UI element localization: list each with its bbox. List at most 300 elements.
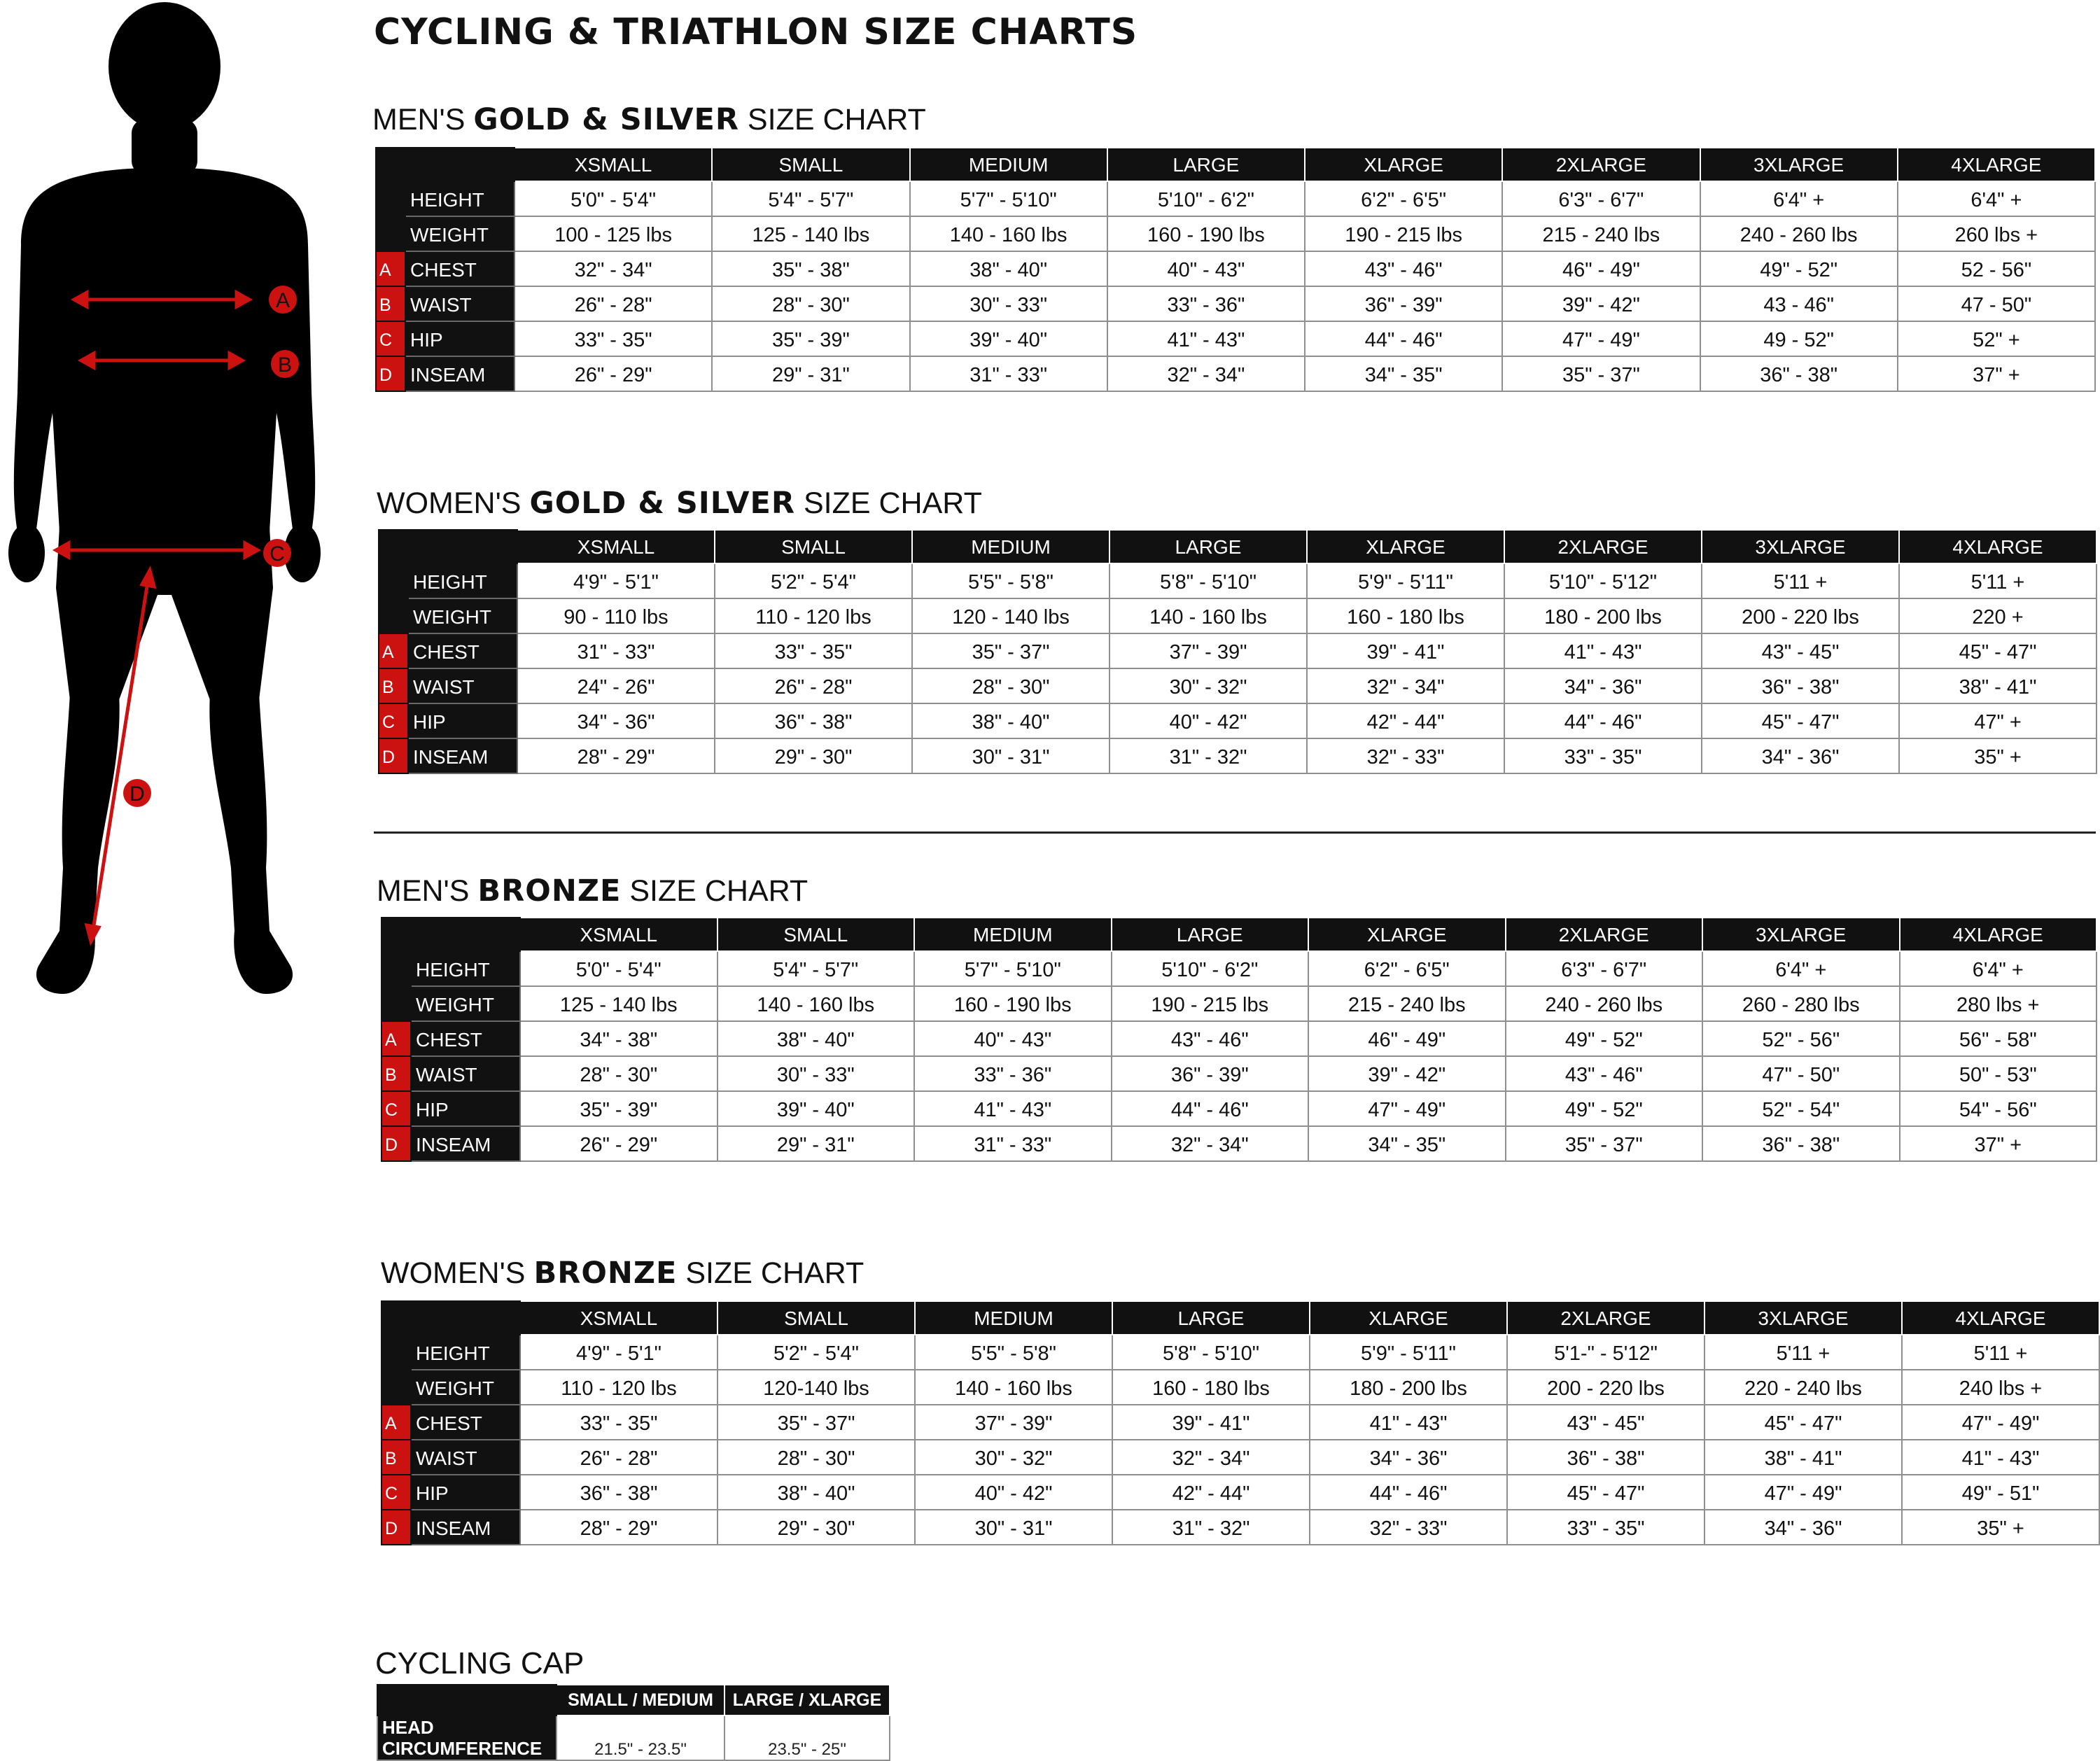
- measurement-label: CHEST: [408, 633, 517, 668]
- measurement-label: INSEAM: [411, 1510, 520, 1545]
- chart-title-mens-gold-silver: [372, 102, 926, 137]
- size-value-cell: 49" - 52": [1506, 1021, 1703, 1056]
- size-value-cell: 40" - 42": [915, 1475, 1112, 1510]
- chart-title-mens-bronze: [377, 874, 808, 908]
- size-value-cell: 260 - 280 lbs: [1702, 986, 1900, 1021]
- measurement-marker-letter: [379, 563, 408, 598]
- size-value-cell: 190 - 215 lbs: [1112, 986, 1309, 1021]
- marker-a-label: A: [275, 289, 290, 312]
- size-value-cell: 56" - 58": [1900, 1021, 2097, 1056]
- size-value-cell: 35" - 39": [712, 321, 909, 356]
- size-value-cell: 34" - 36": [1702, 738, 1899, 773]
- measurement-marker-letter: B: [379, 668, 408, 703]
- size-value-cell: 160 - 190 lbs: [1107, 216, 1305, 251]
- size-value-cell: 38" - 40": [912, 703, 1110, 738]
- size-value-cell: 40" - 43": [914, 1021, 1112, 1056]
- body-measurement-figure: [0, 0, 329, 1015]
- size-value-cell: 6'2" - 6'5": [1305, 181, 1502, 216]
- size-value-cell: 52" - 56": [1702, 1021, 1900, 1056]
- measurement-label: HEIGHT: [411, 1335, 520, 1370]
- size-column-header: XLARGE: [1305, 148, 1502, 181]
- cap-value-cell: 21.5" - 23.5": [556, 1716, 724, 1760]
- size-value-cell: 36" - 38": [715, 703, 912, 738]
- size-value-cell: 37" - 39": [1110, 633, 1307, 668]
- measurement-label: HIP: [411, 1475, 520, 1510]
- size-column-header: 4XLARGE: [1900, 918, 2097, 951]
- measurement-row: [382, 1091, 2096, 1126]
- size-table-mens-gold-silver: [375, 147, 2096, 392]
- measurement-marker-letter: A: [382, 1405, 411, 1440]
- measurement-row: [382, 986, 2096, 1021]
- size-value-cell: 34" - 36": [517, 703, 715, 738]
- chart-title-prefix: MEN'S: [372, 103, 474, 136]
- size-value-cell: 30" - 31": [915, 1510, 1112, 1545]
- size-value-cell: 6'4" +: [1702, 951, 1900, 986]
- section-divider: [374, 832, 2096, 834]
- size-value-cell: 5'11 +: [1702, 563, 1899, 598]
- header-row: [376, 148, 2095, 181]
- size-value-cell: 41" - 43": [1902, 1440, 2099, 1475]
- measurement-marker-letter: B: [382, 1440, 411, 1475]
- size-value-cell: 39" - 41": [1307, 633, 1504, 668]
- size-value-cell: 37" +: [1898, 356, 2095, 391]
- size-column-header: 4XLARGE: [1898, 148, 2095, 181]
- size-value-cell: 45" - 47": [1899, 633, 2096, 668]
- size-value-cell: 5'10" - 5'12": [1504, 563, 1702, 598]
- measurement-row: [382, 1021, 2096, 1056]
- size-value-cell: 26" - 28": [514, 286, 712, 321]
- size-value-cell: 37" +: [1900, 1126, 2097, 1161]
- size-value-cell: 36" - 38": [520, 1475, 718, 1510]
- cap-row-head-circumference: [377, 1716, 890, 1760]
- size-value-cell: 6'4" +: [1898, 181, 2095, 216]
- size-value-cell: 5'7" - 5'10": [910, 181, 1107, 216]
- size-column-header: SMALL: [718, 918, 915, 951]
- size-value-cell: 35" +: [1902, 1510, 2099, 1545]
- size-value-cell: 40" - 42": [1110, 703, 1307, 738]
- size-value-cell: 26" - 29": [520, 1126, 718, 1161]
- size-value-cell: 5'10" - 6'2": [1112, 951, 1309, 986]
- measurement-marker-letter: A: [379, 633, 408, 668]
- size-value-cell: 180 - 200 lbs: [1504, 598, 1702, 633]
- size-value-cell: 39" - 42": [1502, 286, 1700, 321]
- size-value-cell: 5'11 +: [1704, 1335, 1902, 1370]
- cap-chart-title: CYCLING CAP: [375, 1646, 584, 1681]
- size-column-header: 4XLARGE: [1902, 1301, 2099, 1335]
- header-row: [379, 530, 2096, 563]
- size-value-cell: 180 - 200 lbs: [1310, 1370, 1507, 1405]
- size-value-cell: 6'3" - 6'7": [1506, 951, 1703, 986]
- size-value-cell: 32" - 33": [1310, 1510, 1507, 1545]
- size-value-cell: 26" - 28": [715, 668, 912, 703]
- size-value-cell: 5'5" - 5'8": [912, 563, 1110, 598]
- size-value-cell: 36" - 39": [1112, 1056, 1309, 1091]
- measurement-row: [379, 598, 2096, 633]
- size-value-cell: 28" - 30": [712, 286, 909, 321]
- chart-title-emphasis: GOLD & SILVER: [529, 486, 796, 521]
- size-value-cell: 45" - 47": [1702, 703, 1899, 738]
- size-value-cell: 33" - 35": [520, 1405, 718, 1440]
- size-column-header: 3XLARGE: [1700, 148, 1898, 181]
- chart-title-suffix: SIZE CHART: [795, 486, 982, 520]
- size-value-cell: 47" - 49": [1704, 1475, 1902, 1510]
- size-value-cell: 33" - 35": [715, 633, 912, 668]
- size-value-cell: 36" - 38": [1700, 356, 1898, 391]
- measurement-label: WEIGHT: [411, 986, 520, 1021]
- size-value-cell: 43" - 46": [1112, 1021, 1309, 1056]
- size-value-cell: 30" - 31": [912, 738, 1110, 773]
- measurement-row: [376, 251, 2095, 286]
- size-value-cell: 32" - 33": [1307, 738, 1504, 773]
- measurement-marker-letter: D: [379, 738, 408, 773]
- cap-header-blank: [377, 1685, 556, 1716]
- size-value-cell: 35" +: [1899, 738, 2096, 773]
- size-column-header: XSMALL: [520, 918, 718, 951]
- measurement-label: HIP: [408, 703, 517, 738]
- size-value-cell: 47" +: [1899, 703, 2096, 738]
- measurement-row: [379, 633, 2096, 668]
- size-value-cell: 5'8" - 5'10": [1112, 1335, 1310, 1370]
- measurement-row: [376, 356, 2095, 391]
- size-value-cell: 54" - 56": [1900, 1091, 2097, 1126]
- measurement-marker-letter: C: [379, 703, 408, 738]
- size-value-cell: 100 - 125 lbs: [514, 216, 712, 251]
- size-value-cell: 38" - 41": [1899, 668, 2096, 703]
- size-value-cell: 42" - 44": [1307, 703, 1504, 738]
- marker-b-label: B: [277, 353, 293, 377]
- size-value-cell: 41" - 43": [1310, 1405, 1507, 1440]
- size-value-cell: 36" - 38": [1702, 668, 1899, 703]
- size-value-cell: 39" - 41": [1112, 1405, 1310, 1440]
- size-value-cell: 28" - 30": [718, 1440, 915, 1475]
- measurement-label: HIP: [405, 321, 514, 356]
- chart-title-emphasis: GOLD & SILVER: [473, 102, 739, 137]
- measurement-label: WAIST: [411, 1440, 520, 1475]
- size-value-cell: 49 - 52": [1700, 321, 1898, 356]
- size-value-cell: 41" - 43": [1504, 633, 1702, 668]
- chart-title-suffix: SIZE CHART: [677, 1256, 864, 1290]
- size-value-cell: 5'2" - 5'4": [718, 1335, 915, 1370]
- header-row: [382, 1301, 2099, 1335]
- measurement-label: WAIST: [408, 668, 517, 703]
- size-value-cell: 35" - 39": [520, 1091, 718, 1126]
- size-value-cell: 46" - 49": [1308, 1021, 1506, 1056]
- size-value-cell: 5'11 +: [1902, 1335, 2099, 1370]
- size-value-cell: 125 - 140 lbs: [520, 986, 718, 1021]
- size-value-cell: 29" - 31": [712, 356, 909, 391]
- size-value-cell: 44" - 46": [1310, 1475, 1507, 1510]
- size-value-cell: 33" - 36": [1107, 286, 1305, 321]
- size-value-cell: 29" - 30": [718, 1510, 915, 1545]
- size-value-cell: 120-140 lbs: [718, 1370, 915, 1405]
- size-value-cell: 35" - 38": [712, 251, 909, 286]
- size-value-cell: 32" - 34": [1112, 1126, 1309, 1161]
- size-value-cell: 26" - 29": [514, 356, 712, 391]
- measurement-marker-letter: [376, 181, 405, 216]
- size-value-cell: 38" - 40": [910, 251, 1107, 286]
- size-value-cell: 35" - 37": [1506, 1126, 1703, 1161]
- measurement-label: HEIGHT: [411, 951, 520, 986]
- size-value-cell: 42" - 44": [1112, 1475, 1310, 1510]
- size-value-cell: 45" - 47": [1704, 1405, 1902, 1440]
- size-column-header: MEDIUM: [910, 148, 1107, 181]
- measurement-marker-letter: D: [382, 1126, 411, 1161]
- size-value-cell: 5'9" - 5'11": [1310, 1335, 1507, 1370]
- cap-row-label: [377, 1716, 556, 1760]
- measurement-label: HEIGHT: [408, 563, 517, 598]
- size-value-cell: 5'11 +: [1899, 563, 2096, 598]
- size-column-header: XLARGE: [1307, 530, 1504, 563]
- measurement-label: HEIGHT: [405, 181, 514, 216]
- cap-row-label-line2: CIRCUMFERENCE: [382, 1738, 542, 1759]
- size-value-cell: 4'9" - 5'1": [520, 1335, 718, 1370]
- size-column-header: SMALL: [715, 530, 912, 563]
- size-value-cell: 31" - 32": [1110, 738, 1307, 773]
- size-column-header: XLARGE: [1308, 918, 1506, 951]
- size-value-cell: 38" - 41": [1704, 1440, 1902, 1475]
- measurement-row: [379, 703, 2096, 738]
- size-value-cell: 31" - 32": [1112, 1510, 1310, 1545]
- header-blank-cell: [382, 1301, 520, 1335]
- measurement-marker-letter: B: [382, 1056, 411, 1091]
- size-column-header: 3XLARGE: [1702, 530, 1899, 563]
- size-value-cell: 140 - 160 lbs: [910, 216, 1107, 251]
- size-value-cell: 120 - 140 lbs: [912, 598, 1110, 633]
- size-value-cell: 39" - 42": [1308, 1056, 1506, 1091]
- size-value-cell: 28" - 30": [520, 1056, 718, 1091]
- cap-row-label-line1: HEAD: [382, 1717, 434, 1738]
- size-column-header: LARGE: [1112, 1301, 1310, 1335]
- size-value-cell: 5'2" - 5'4": [715, 563, 912, 598]
- size-value-cell: 160 - 190 lbs: [914, 986, 1112, 1021]
- size-value-cell: 5'9" - 5'11": [1307, 563, 1504, 598]
- size-value-cell: 50" - 53": [1900, 1056, 2097, 1091]
- cap-column-header: LARGE / XLARGE: [724, 1685, 890, 1716]
- size-value-cell: 90 - 110 lbs: [517, 598, 715, 633]
- size-value-cell: 32" - 34": [1107, 356, 1305, 391]
- chart-title-womens-bronze: [381, 1256, 864, 1291]
- size-column-header: XSMALL: [517, 530, 715, 563]
- size-value-cell: 35" - 37": [1502, 356, 1700, 391]
- size-value-cell: 33" - 36": [914, 1056, 1112, 1091]
- size-value-cell: 28" - 30": [912, 668, 1110, 703]
- size-value-cell: 6'3" - 6'7": [1502, 181, 1700, 216]
- measurement-row: [379, 563, 2096, 598]
- measurement-row: [379, 668, 2096, 703]
- size-value-cell: 41" - 43": [914, 1091, 1112, 1126]
- measurement-row: [382, 1475, 2099, 1510]
- size-value-cell: 215 - 240 lbs: [1502, 216, 1700, 251]
- measurement-label: INSEAM: [408, 738, 517, 773]
- header-blank-cell: [379, 530, 517, 563]
- size-value-cell: 34" - 35": [1308, 1126, 1506, 1161]
- size-value-cell: 43 - 46": [1700, 286, 1898, 321]
- size-column-header: 3XLARGE: [1702, 918, 1900, 951]
- size-value-cell: 44" - 46": [1504, 703, 1702, 738]
- size-value-cell: 31" - 33": [910, 356, 1107, 391]
- size-value-cell: 220 +: [1899, 598, 2096, 633]
- size-value-cell: 43" - 46": [1305, 251, 1502, 286]
- size-value-cell: 28" - 29": [520, 1510, 718, 1545]
- chart-title-suffix: SIZE CHART: [738, 103, 926, 136]
- measurement-label: WAIST: [405, 286, 514, 321]
- size-value-cell: 215 - 240 lbs: [1308, 986, 1506, 1021]
- size-value-cell: 29" - 30": [715, 738, 912, 773]
- measurement-label: WEIGHT: [411, 1370, 520, 1405]
- size-column-header: 3XLARGE: [1704, 1301, 1902, 1335]
- size-value-cell: 200 - 220 lbs: [1507, 1370, 1704, 1405]
- measurement-row: [382, 1510, 2099, 1545]
- measurement-marker-letter: [382, 986, 411, 1021]
- measurement-row: [382, 1405, 2099, 1440]
- size-value-cell: 33" - 35": [1507, 1510, 1704, 1545]
- size-value-cell: 34" - 36": [1704, 1510, 1902, 1545]
- size-column-header: LARGE: [1112, 918, 1309, 951]
- size-column-header: MEDIUM: [914, 918, 1112, 951]
- chart-title-prefix: WOMEN'S: [377, 486, 530, 520]
- size-value-cell: 280 lbs +: [1900, 986, 2097, 1021]
- size-value-cell: 30" - 33": [718, 1056, 915, 1091]
- size-value-cell: 28" - 29": [517, 738, 715, 773]
- size-column-header: 2XLARGE: [1507, 1301, 1704, 1335]
- size-value-cell: 40" - 43": [1107, 251, 1305, 286]
- size-value-cell: 52" +: [1898, 321, 2095, 356]
- size-value-cell: 43" - 45": [1507, 1405, 1704, 1440]
- page-title: CYCLING & TRIATHLON SIZE CHARTS: [374, 11, 1138, 53]
- size-value-cell: 31" - 33": [517, 633, 715, 668]
- size-value-cell: 52 - 56": [1898, 251, 2095, 286]
- measurement-marker-letter: C: [382, 1091, 411, 1126]
- size-value-cell: 33" - 35": [1504, 738, 1702, 773]
- measurement-marker-letter: A: [382, 1021, 411, 1056]
- measurement-label: CHEST: [405, 251, 514, 286]
- size-value-cell: 5'7" - 5'10": [914, 951, 1112, 986]
- size-table-womens-bronze: [381, 1300, 2100, 1545]
- measurement-row: [376, 321, 2095, 356]
- cap-header-row: [377, 1685, 890, 1716]
- size-value-cell: 36" - 38": [1702, 1126, 1900, 1161]
- size-value-cell: 240 - 260 lbs: [1506, 986, 1703, 1021]
- size-value-cell: 34" - 35": [1305, 356, 1502, 391]
- size-table-mens-bronze: [381, 917, 2097, 1162]
- size-value-cell: 125 - 140 lbs: [712, 216, 909, 251]
- measurement-marker-letter: [382, 1370, 411, 1405]
- size-value-cell: 43" - 46": [1506, 1056, 1703, 1091]
- chart-title-emphasis: BRONZE: [477, 874, 622, 908]
- size-column-header: 2XLARGE: [1504, 530, 1702, 563]
- marker-d-label: D: [130, 783, 145, 806]
- measurement-label: WAIST: [411, 1056, 520, 1091]
- size-value-cell: 38" - 40": [718, 1475, 915, 1510]
- measurement-row: [382, 1126, 2096, 1161]
- size-value-cell: 47" - 49": [1502, 321, 1700, 356]
- size-value-cell: 41" - 43": [1107, 321, 1305, 356]
- size-value-cell: 44" - 46": [1112, 1091, 1309, 1126]
- size-column-header: LARGE: [1107, 148, 1305, 181]
- measurement-row: [382, 1335, 2099, 1370]
- measurement-marker-letter: [376, 216, 405, 251]
- size-value-cell: 47" - 49": [1308, 1091, 1506, 1126]
- size-value-cell: 37" - 39": [915, 1405, 1112, 1440]
- chart-title-suffix: SIZE CHART: [621, 874, 808, 908]
- size-value-cell: 35" - 37": [718, 1405, 915, 1440]
- body-silhouette: [8, 2, 321, 994]
- measurement-row: [382, 1056, 2096, 1091]
- size-value-cell: 5'10" - 6'2": [1107, 181, 1305, 216]
- measurement-label: CHEST: [411, 1405, 520, 1440]
- size-column-header: XLARGE: [1310, 1301, 1507, 1335]
- size-column-header: 4XLARGE: [1899, 530, 2096, 563]
- size-value-cell: 24" - 26": [517, 668, 715, 703]
- size-column-header: MEDIUM: [915, 1301, 1112, 1335]
- size-value-cell: 140 - 160 lbs: [915, 1370, 1112, 1405]
- size-value-cell: 30" - 33": [910, 286, 1107, 321]
- measurement-row: [382, 1370, 2099, 1405]
- measurement-row: [382, 951, 2096, 986]
- size-value-cell: 44" - 46": [1305, 321, 1502, 356]
- size-value-cell: 260 lbs +: [1898, 216, 2095, 251]
- size-value-cell: 33" - 35": [514, 321, 712, 356]
- size-value-cell: 240 lbs +: [1902, 1370, 2099, 1405]
- size-value-cell: 5'1-" - 5'12": [1507, 1335, 1704, 1370]
- measurement-row: [376, 181, 2095, 216]
- size-value-cell: 34" - 38": [520, 1021, 718, 1056]
- size-value-cell: 140 - 160 lbs: [1110, 598, 1307, 633]
- measurement-marker-letter: C: [382, 1475, 411, 1510]
- measurement-marker-letter: [382, 1335, 411, 1370]
- cap-column-header: SMALL / MEDIUM: [556, 1685, 724, 1716]
- size-value-cell: 160 - 180 lbs: [1112, 1370, 1310, 1405]
- size-value-cell: 26" - 28": [520, 1440, 718, 1475]
- marker-c-label: C: [270, 542, 285, 566]
- size-value-cell: 6'4" +: [1900, 951, 2097, 986]
- size-value-cell: 32" - 34": [1307, 668, 1504, 703]
- measurement-marker-letter: A: [376, 251, 405, 286]
- size-value-cell: 5'8" - 5'10": [1110, 563, 1307, 598]
- measurement-marker-letter: D: [382, 1510, 411, 1545]
- size-value-cell: 220 - 240 lbs: [1704, 1370, 1902, 1405]
- size-value-cell: 49" - 52": [1506, 1091, 1703, 1126]
- size-value-cell: 47 - 50": [1898, 286, 2095, 321]
- size-table-womens-gold-silver: [378, 529, 2097, 774]
- measurement-marker-letter: [379, 598, 408, 633]
- size-value-cell: 110 - 120 lbs: [520, 1370, 718, 1405]
- size-value-cell: 52" - 54": [1702, 1091, 1900, 1126]
- size-column-header: LARGE: [1110, 530, 1307, 563]
- size-column-header: 2XLARGE: [1502, 148, 1700, 181]
- size-value-cell: 6'2" - 6'5": [1308, 951, 1506, 986]
- measurement-label: CHEST: [411, 1021, 520, 1056]
- size-value-cell: 140 - 160 lbs: [718, 986, 915, 1021]
- measurement-marker-letter: D: [376, 356, 405, 391]
- measurement-marker-letter: C: [376, 321, 405, 356]
- size-value-cell: 39" - 40": [718, 1091, 915, 1126]
- size-value-cell: 6'4" +: [1700, 181, 1898, 216]
- size-value-cell: 39" - 40": [910, 321, 1107, 356]
- measurement-label: WEIGHT: [405, 216, 514, 251]
- measurement-label: INSEAM: [411, 1126, 520, 1161]
- size-column-header: XSMALL: [514, 148, 712, 181]
- size-value-cell: 34" - 36": [1310, 1440, 1507, 1475]
- chart-title-prefix: WOMEN'S: [381, 1256, 534, 1290]
- measurement-row: [382, 1440, 2099, 1475]
- header-blank-cell: [376, 148, 514, 181]
- size-value-cell: 49" - 52": [1700, 251, 1898, 286]
- cap-value-cell: 23.5" - 25": [724, 1716, 890, 1760]
- size-value-cell: 34" - 36": [1504, 668, 1702, 703]
- size-value-cell: 47" - 49": [1902, 1405, 2099, 1440]
- size-value-cell: 47" - 50": [1702, 1056, 1900, 1091]
